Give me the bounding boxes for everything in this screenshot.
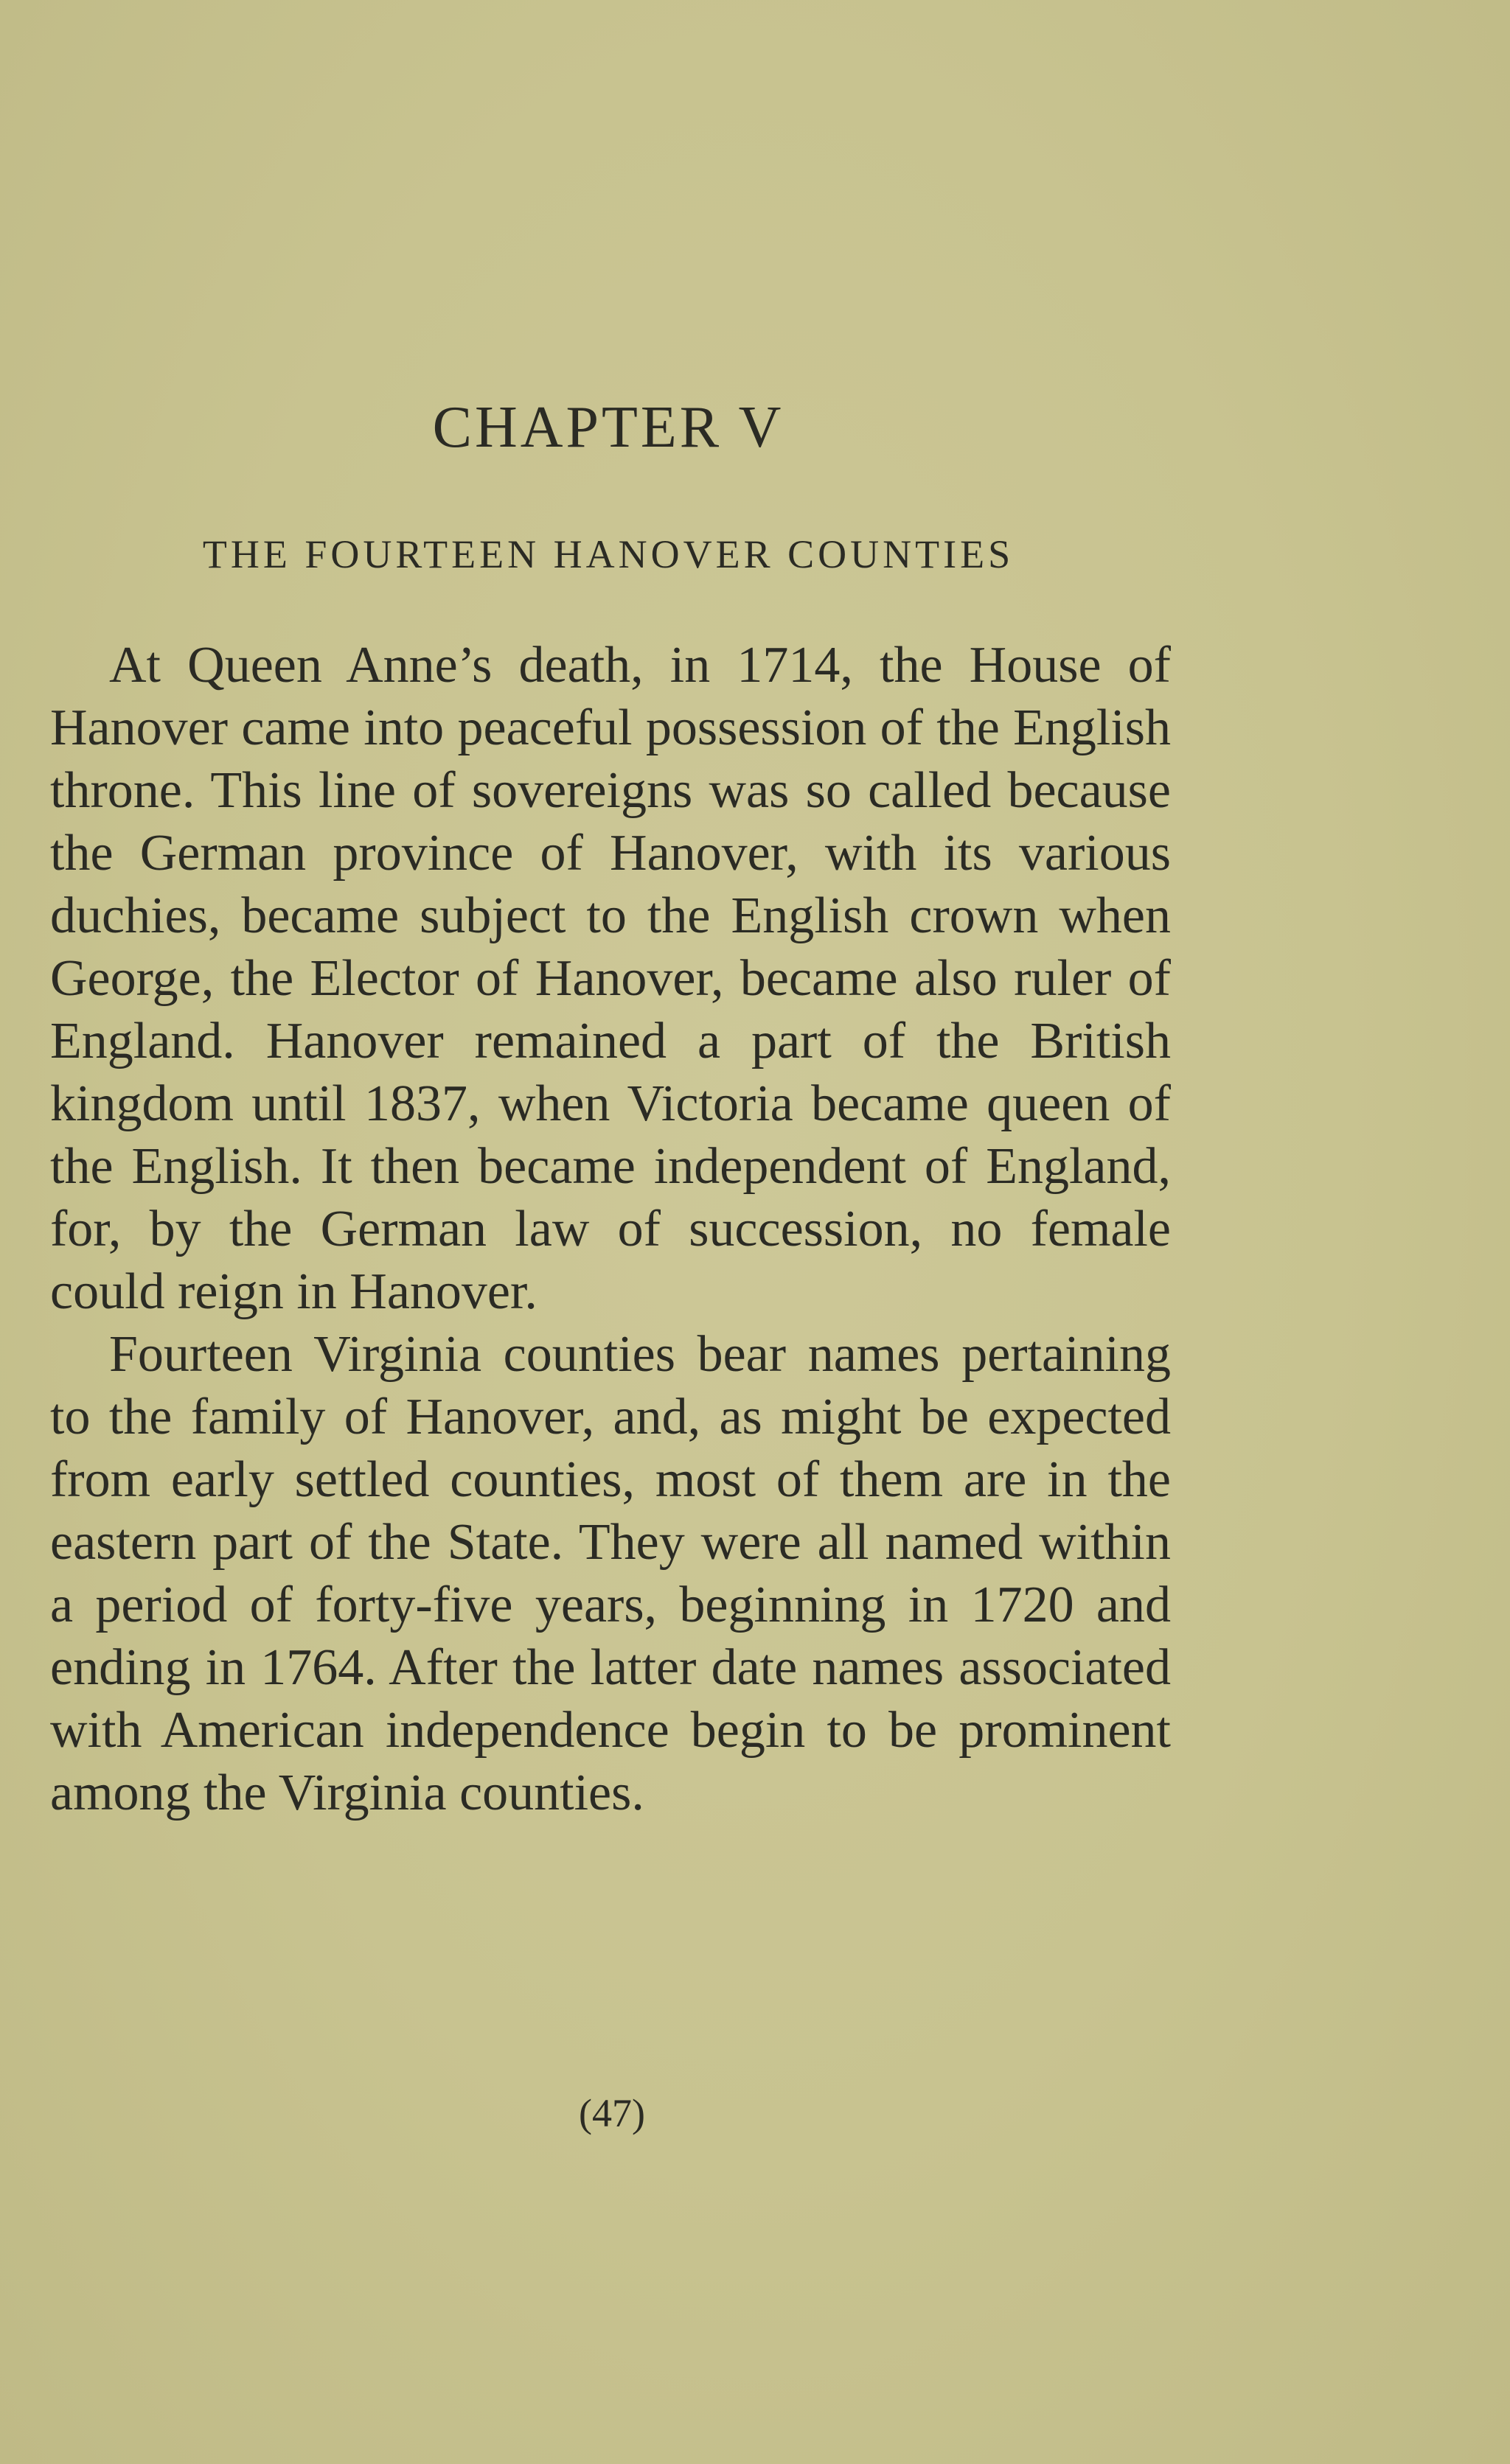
chapter-subtitle: THE FOURTEEN HANOVER COUNTIES bbox=[202, 532, 1015, 576]
paragraph-2: Fourteen Virginia counties bear names pertaining to the family of Hanover, and, as might be expected from early settled counties, most of them are in the eastern part of the State. They were all named within a period of forty-five years, beginning in 1720 and ending in 1764. After the latter date names associated with American independence begin to be prominent among the Virginia counties. bbox=[50, 1326, 1171, 1821]
paragraph-1: At Queen Anne’s death, in 1714, the House of Hanover came into peaceful possession of the English throne. This line of sovereigns was so called because the German province of Hanover, with its various duchies, became subject to the English crown when George, the Elector of Hanover, became also ruler of England. Hanover remained a part of the British kingdom until 1837, when Victoria became queen of the English. It then became independent of England, for, by the German law of succession, no female could reign in Hanover. bbox=[50, 637, 1171, 1320]
chapter-heading: CHAPTER V bbox=[432, 395, 784, 460]
body-text bbox=[50, 634, 1171, 1824]
page-number: (47) bbox=[579, 2091, 645, 2135]
